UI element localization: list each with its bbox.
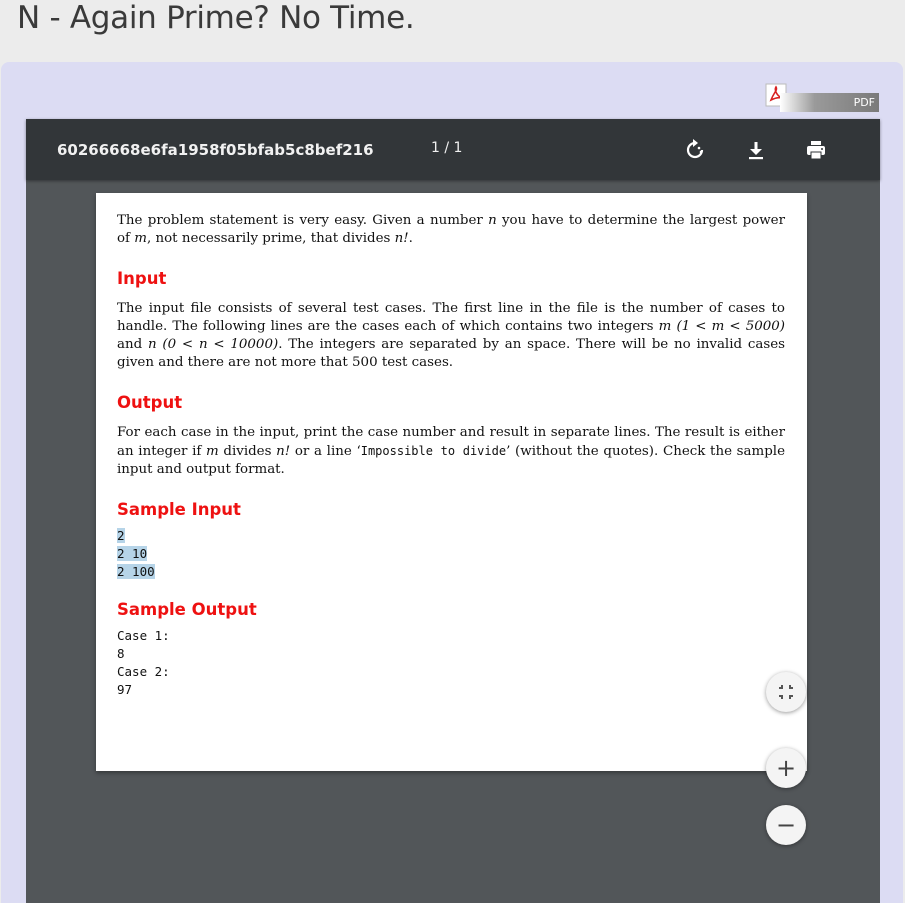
output-text: or a line ‘	[290, 444, 361, 459]
print-icon[interactable]	[804, 138, 828, 162]
pdf-page	[96, 193, 807, 771]
sample-output-block	[117, 627, 785, 699]
var-n: n	[488, 213, 497, 228]
n-range: n (0 < n < 10000)	[147, 337, 279, 352]
input-text: . The integers are separated by an space. There will be no invalid cases given and there are not more that 500 test cases.	[117, 337, 786, 370]
n-factorial: n!	[276, 444, 291, 459]
intro-text: you have to determine the largest power of	[117, 213, 785, 246]
n-factorial: n!	[394, 231, 409, 246]
sample-input-heading: Sample Input	[117, 500, 241, 519]
sample-input-line: 2 10	[117, 546, 148, 561]
sample-input-line: 2	[117, 528, 125, 543]
document-name: 60266668e6fa1958f05bfab5c8bef216	[57, 141, 374, 159]
input-text: and	[117, 337, 148, 352]
sample-output-heading: Sample Output	[117, 600, 257, 619]
page-title: N - Again Prime? No Time.	[17, 0, 415, 36]
pdf-label: PDF	[780, 93, 879, 112]
zoom-in-button[interactable]: +	[766, 748, 806, 788]
download-icon[interactable]	[744, 138, 768, 162]
input-text: The input file consists of several test cases. The first line in the file is the number of cases to handle. The following lines are the cases each of which contains two integers	[117, 301, 785, 334]
viewer-toolbar	[26, 119, 880, 180]
output-text: divides	[218, 444, 277, 459]
var-m: m	[134, 231, 147, 246]
sample-input-block	[117, 527, 785, 581]
fit-page-button[interactable]	[766, 672, 806, 712]
var-m: m	[206, 444, 219, 459]
input-heading: Input	[117, 269, 167, 288]
sample-output-line: 97	[117, 682, 133, 697]
pdf-viewer	[26, 119, 880, 903]
output-heading: Output	[117, 393, 183, 412]
rotate-icon[interactable]	[683, 138, 707, 162]
fit-page-icon	[777, 683, 795, 701]
sample-input-line: 2 100	[117, 564, 155, 579]
intro-text: , not necessarily prime, that divides	[146, 231, 395, 246]
output-text: ’ (without the quotes). Check the sample input and output format.	[117, 444, 786, 477]
input-paragraph	[117, 300, 785, 372]
intro-text: .	[408, 231, 413, 246]
m-range: m (1 < m < 5000)	[658, 319, 785, 334]
output-paragraph	[117, 424, 785, 479]
zoom-out-button[interactable]: −	[766, 805, 806, 845]
impossible-code: Impossible to divide	[360, 444, 507, 458]
intro-paragraph	[117, 212, 785, 248]
intro-text: The problem statement is very easy. Given a number	[117, 213, 489, 228]
sample-output-line: Case 2:	[117, 664, 170, 679]
output-text: For each case in the input, print the case number and result in separate lines. The result is either an integer if	[117, 425, 785, 459]
page-content	[117, 212, 785, 699]
sample-output-line: Case 1:	[117, 628, 170, 643]
page-indicator: 1 / 1	[431, 140, 463, 156]
sample-output-line: 8	[117, 646, 125, 661]
